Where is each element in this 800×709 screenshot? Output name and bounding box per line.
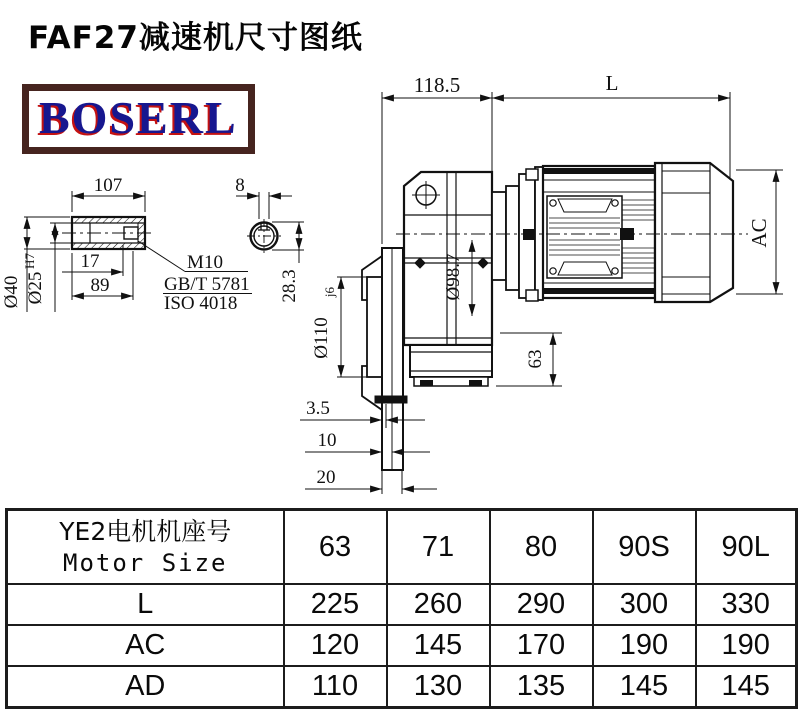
dim-89-label: 89 [90, 275, 110, 296]
dim-dia110-label: Ø110 [311, 317, 332, 359]
dim-107-label: 107 [93, 175, 123, 196]
motor-size-label-cn: YE2电机机座号 [59, 517, 232, 546]
dim-3-5-label: 3.5 [306, 398, 330, 419]
motor-size-label-en: Motor Size [63, 549, 228, 577]
size-col-80: 80 [490, 510, 593, 585]
cell-AD-71: 130 [387, 666, 490, 708]
cell-AC-80: 170 [490, 625, 593, 666]
cell-AC-90l: 190 [696, 625, 797, 666]
dim-118-5-label: 118.5 [413, 73, 461, 97]
size-col-63: 63 [284, 510, 387, 585]
cell-L-90l: 330 [696, 584, 797, 625]
cell-L-90s: 300 [593, 584, 696, 625]
dim-AC-label: AC [747, 218, 771, 248]
motor-size-header-cell [7, 510, 284, 585]
dim-dia25-label: Ø25 [25, 271, 46, 305]
cell-AD-63: 110 [284, 666, 387, 708]
size-col-90s: 90S [593, 510, 696, 585]
thread-spec-iso: ISO 4018 [164, 293, 238, 314]
boserl-logo-text: BOSERL [39, 92, 238, 143]
cell-L-63: 225 [284, 584, 387, 625]
dim-dia25-tolerance: H7 [22, 253, 37, 269]
size-col-71: 71 [387, 510, 490, 585]
dim-dia98-7-label: Ø98.7 [443, 253, 464, 301]
cell-L-80: 290 [490, 584, 593, 625]
table-row-AD [7, 666, 797, 708]
dim-10-label: 10 [317, 430, 337, 451]
table-row-AC [7, 625, 797, 666]
cell-AC-90s: 190 [593, 625, 696, 666]
cell-AC-71: 145 [387, 625, 490, 666]
dim-L-label: L [605, 71, 619, 95]
cell-AD-80: 135 [490, 666, 593, 708]
dim-28-3-label: 28.3 [279, 269, 300, 303]
cell-AD-90s: 145 [593, 666, 696, 708]
table-row-L [7, 584, 797, 625]
cell-AC-63: 120 [284, 625, 387, 666]
shaft-end-view [236, 192, 304, 263]
row-label-L: L [7, 584, 284, 625]
boserl-logo [22, 84, 255, 154]
row-label-AC: AC [7, 625, 284, 666]
dim-dia110-tolerance: j6 [322, 286, 337, 298]
row-label-AD: AD [7, 666, 284, 708]
dim-8-label: 8 [235, 175, 245, 196]
cell-L-71: 260 [387, 584, 490, 625]
thread-spec-m10: M10 [187, 252, 223, 273]
dim-17-label: 17 [80, 251, 100, 272]
size-col-90l: 90L [696, 510, 797, 585]
cell-AD-90l: 145 [696, 666, 797, 708]
dim-63-label: 63 [525, 349, 546, 369]
motor-size-table [5, 508, 798, 709]
table-header-row [7, 510, 797, 585]
dim-dia40-label: Ø40 [1, 275, 22, 309]
page-title: FAF27减速机尺寸图纸 [28, 20, 363, 56]
dim-20-label: 20 [316, 467, 336, 488]
thread-spec-gbt: GB/T 5781 [164, 274, 250, 295]
assembly-view [300, 92, 783, 494]
